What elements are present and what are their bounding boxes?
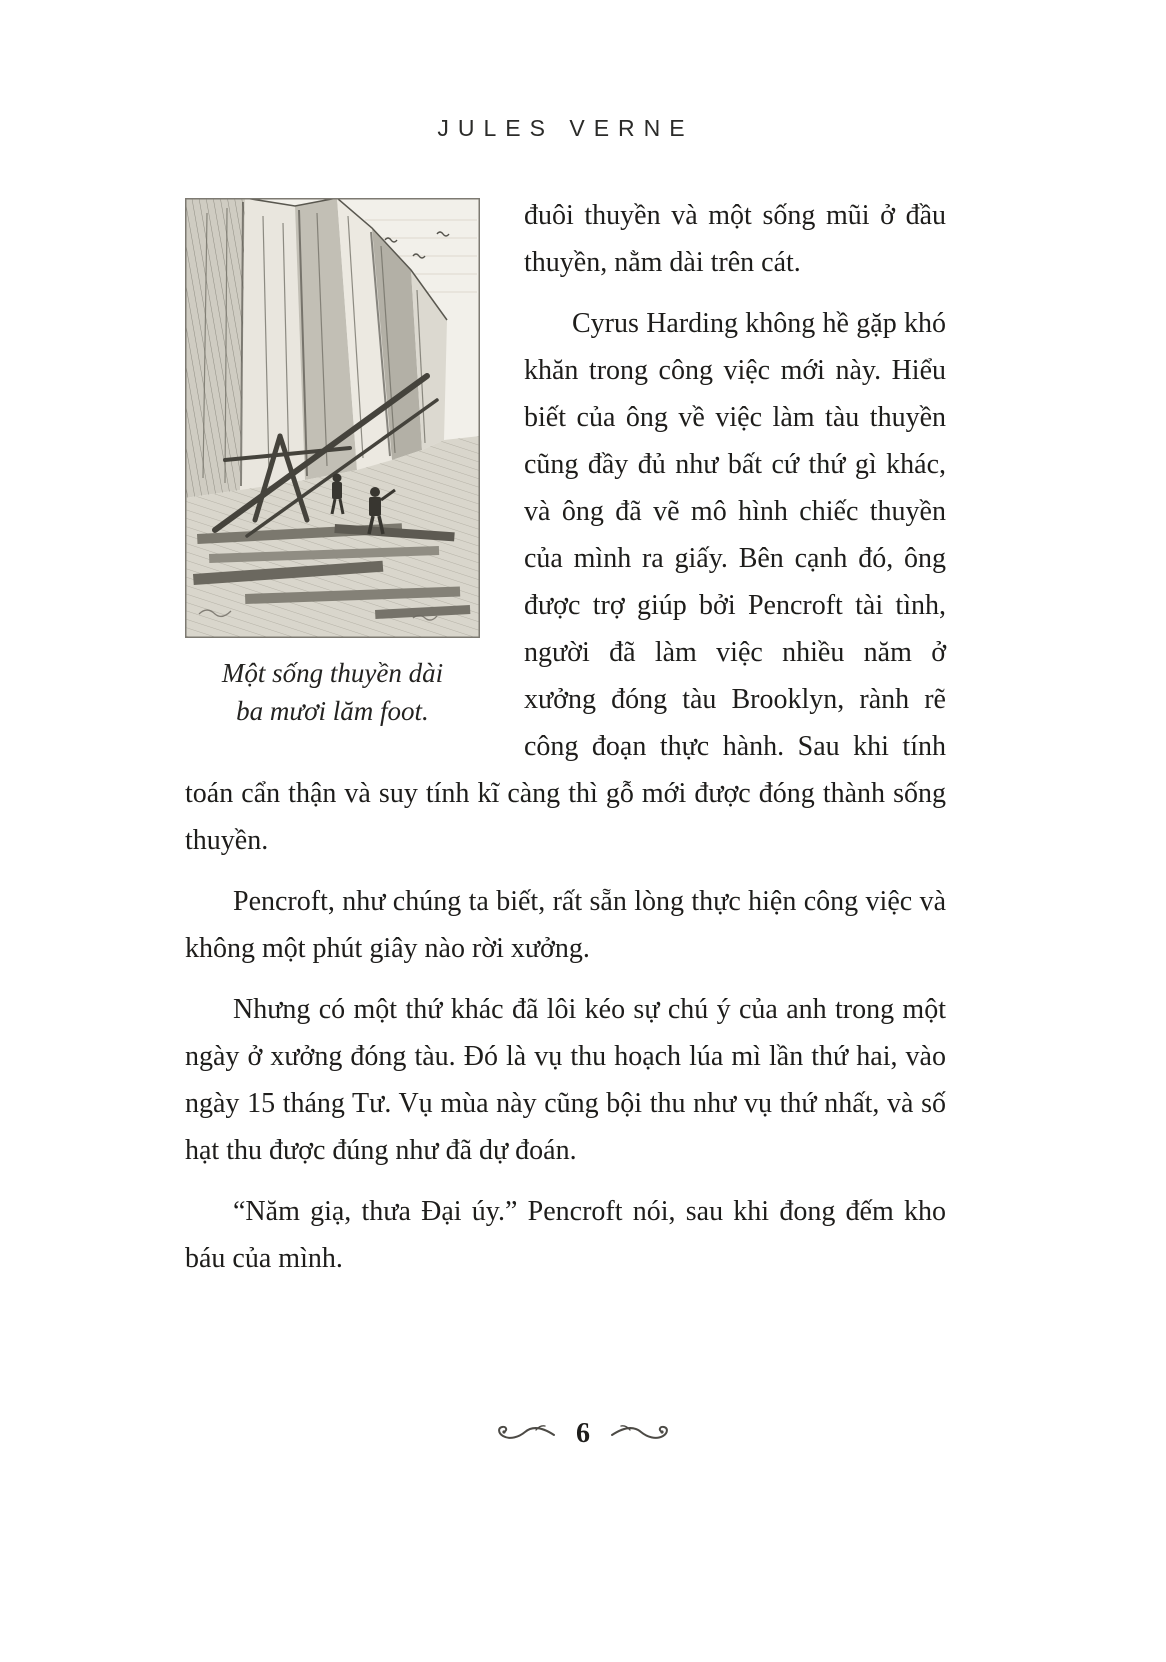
paragraph: Cyrus Harding không hề gặp khó khăn trong công việc mới này. Hiểu biết của ông về việc làm tàu thuyền cũng đầy đủ như bất cứ thứ gì khác, và ông đã vẽ mô hình chiếc thuyền của mình ra giấy. Bên cạnh đó, ông được trợ giúp bởi Pencroft tài tình, người đã làm việc nhiều năm ở xưởng đóng tàu Brooklyn, rành rẽ công đoạn thực hành. Sau khi tính toán cẩn thận và suy tính kĩ càng thì gỗ mới được đóng thành sống thuyền. [185,308,946,856]
shipyard-engraving-image [185,198,480,638]
page-content [185,192,946,1282]
figure-caption-line-1: Một sống thuyền dài [221,658,444,688]
page-footer [0,1418,1166,1450]
figure-caption [185,654,480,730]
right-flourish-ornament [610,1422,674,1446]
figure [185,198,480,730]
paragraph: Nhưng có một thứ khác đã lôi kéo sự chú ý của anh trong một ngày ở xưởng đóng tàu. Đó là vụ thu hoạch lúa mì lần thứ hai, vào ngày 15 tháng Tư. Vụ mùa này cũng bội thu như vụ thứ nhất, và số hạt thu được đúng như đã dự đoán. [185,994,946,1166]
page-number: 6 [576,1418,590,1449]
running-header: JULES VERNE [437,115,694,141]
left-flourish-ornament [492,1422,556,1446]
paragraph: Pencroft, như chúng ta biết, rất sẵn lòng thực hiện công việc và không một phút giây nào rời xưởng. [185,886,946,964]
paragraph: “Năm giạ, thưa Đại úy.” Pencroft nói, sau khi đong đếm kho báu của mình. [185,1196,946,1274]
figure-caption-line-2: ba mươi lăm foot. [236,696,429,726]
paragraph-continuation: đuôi thuyền và một sống mũi ở đầu thuyền, nằm dài trên cát. [524,200,946,278]
